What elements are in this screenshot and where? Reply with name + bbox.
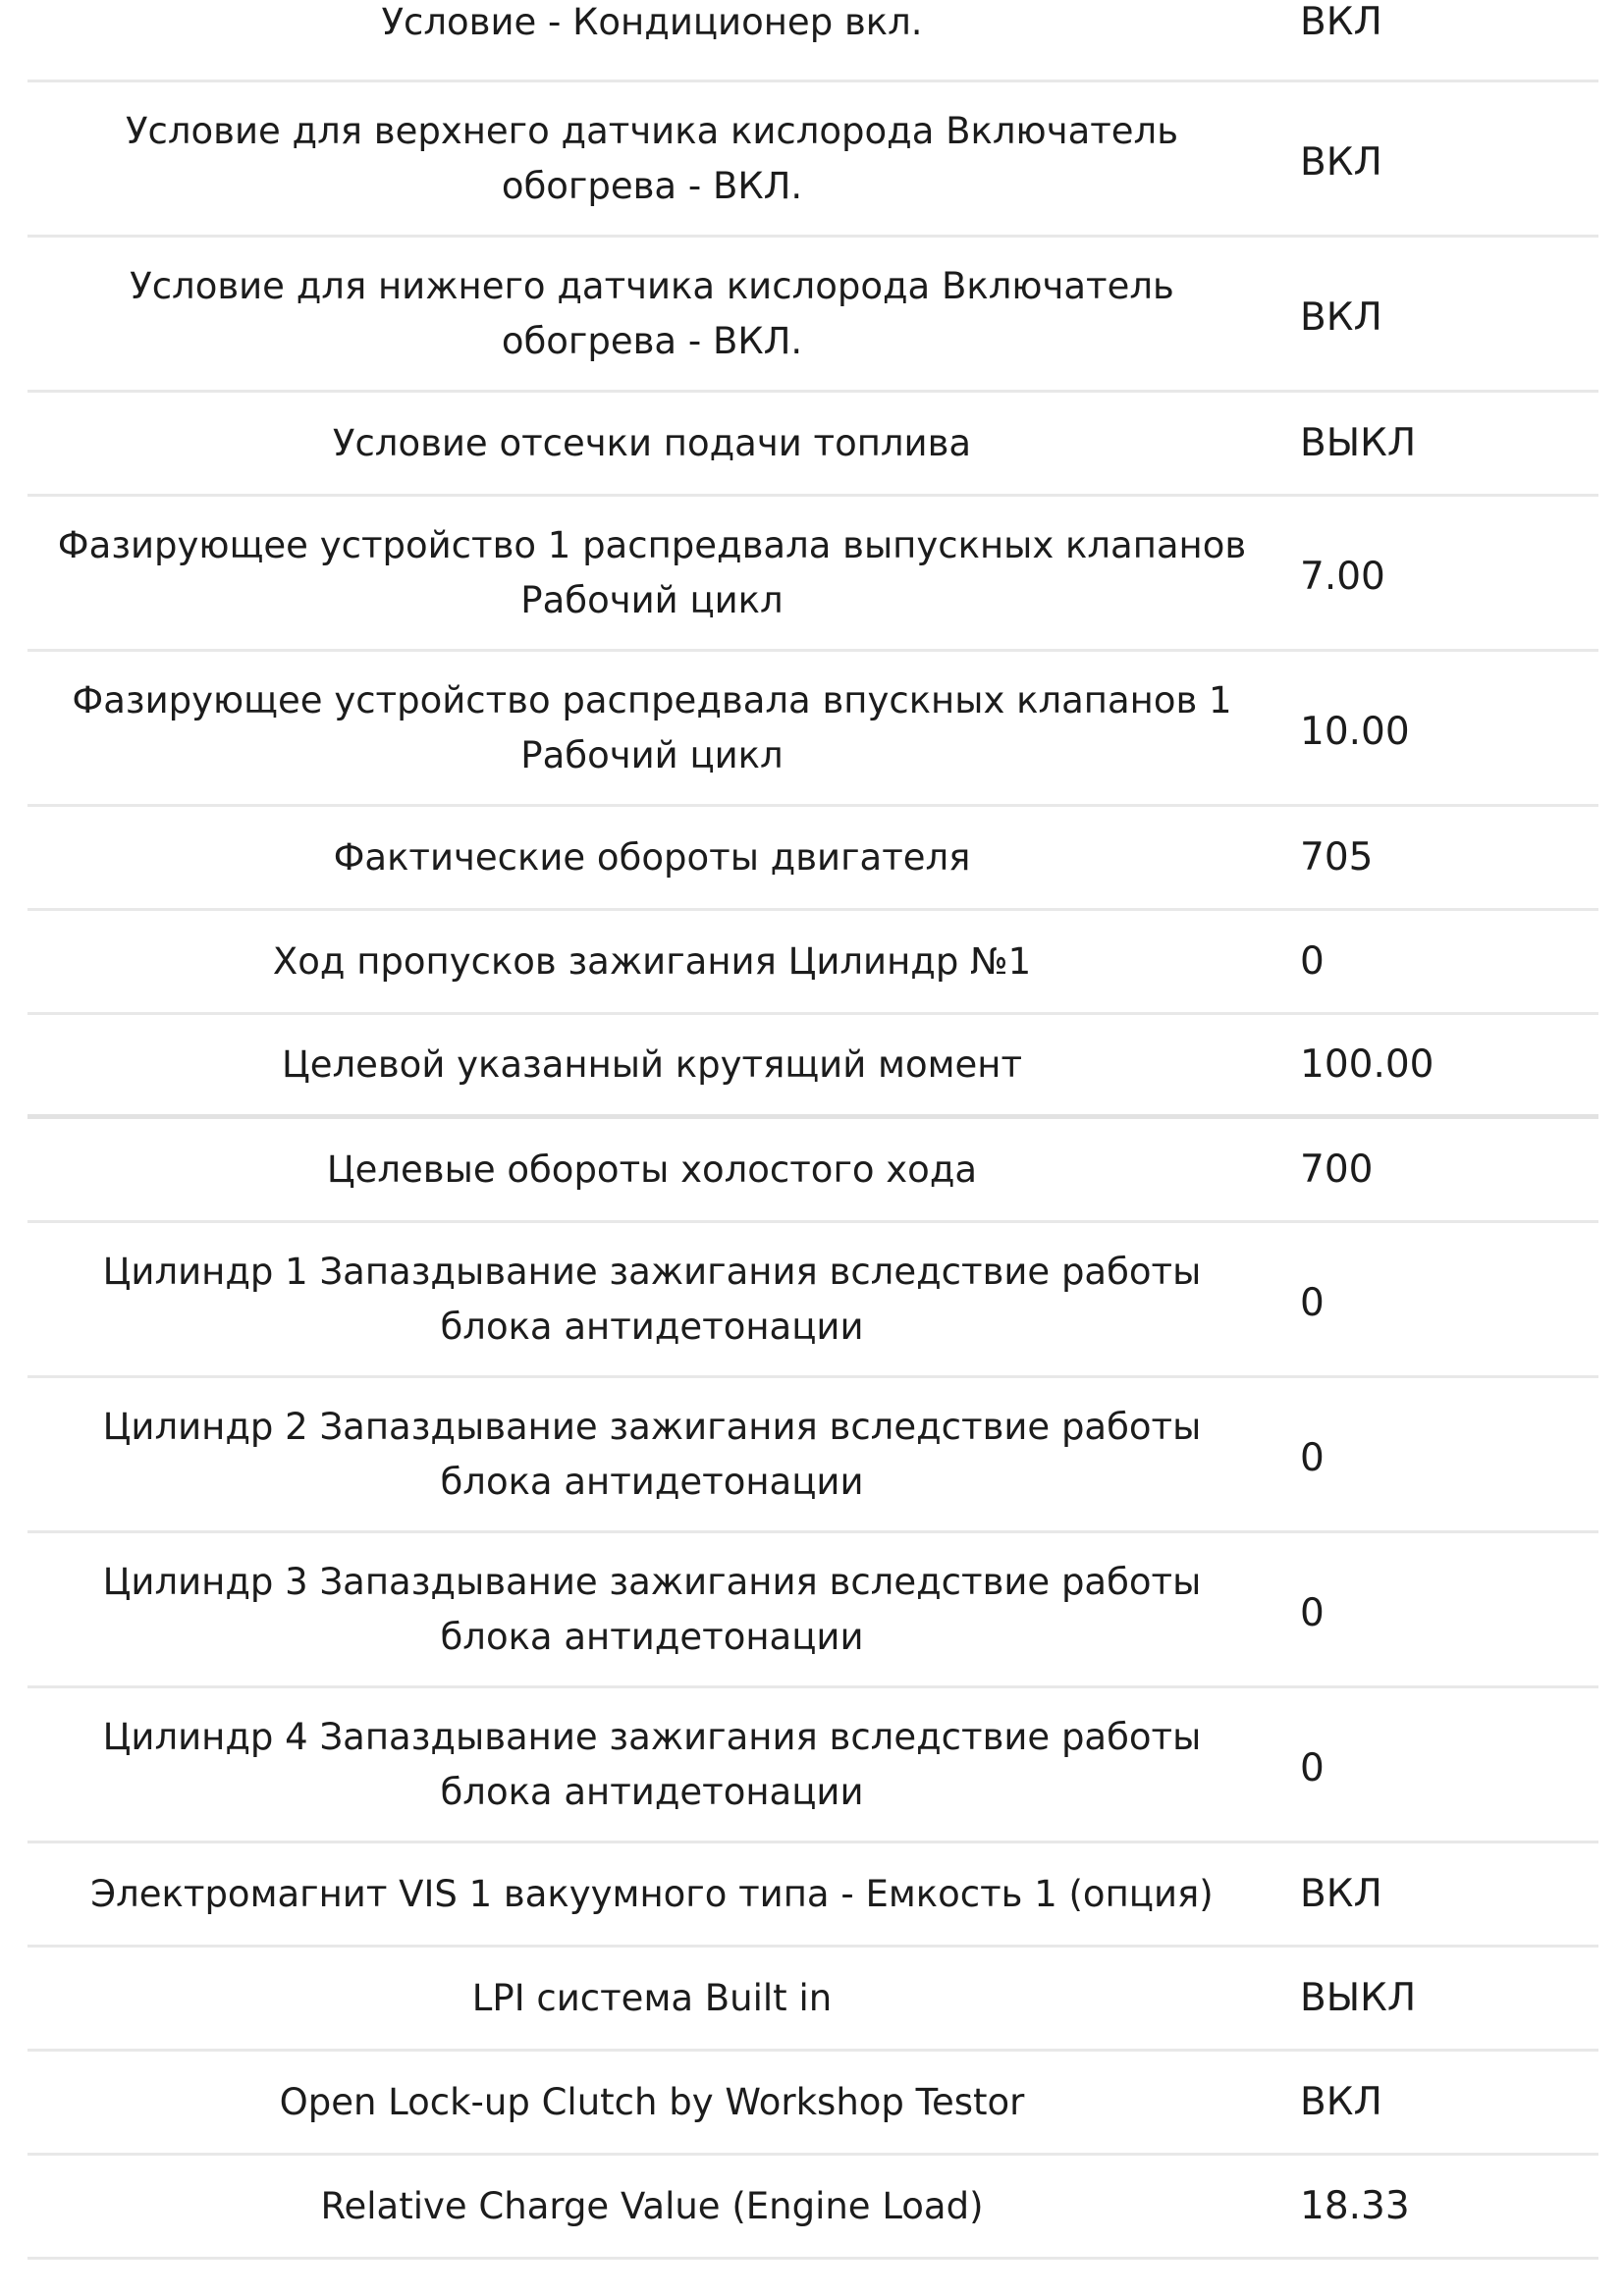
- parameter-value: 0: [1300, 1745, 1325, 1790]
- parameter-value: ВКЛ: [1300, 294, 1382, 340]
- parameter-label: Целевой указанный крутящий момент: [281, 1042, 1023, 1086]
- parameter-value: 705: [1300, 834, 1374, 880]
- parameter-value: 10.00: [1300, 709, 1410, 754]
- parameter-value: 0: [1300, 938, 1325, 984]
- table-row: [27, 393, 1598, 497]
- table-row: [27, 1378, 1598, 1533]
- table-row: [27, 1533, 1598, 1688]
- parameter-label: Цилиндр 3 Запаздывание зажигания вследствие работы блока антидетонации: [102, 1560, 1202, 1658]
- parameter-label: Условие для нижнего датчика кислорода Включатель обогрева - ВКЛ.: [130, 264, 1174, 362]
- parameter-label: Relative Charge Value (Engine Load): [320, 2184, 984, 2227]
- parameter-value: ВЫКЛ: [1300, 1975, 1417, 2020]
- parameter-value: ВКЛ: [1300, 139, 1382, 185]
- table-row: [27, 1948, 1598, 2052]
- parameter-label: Условие для верхнего датчика кислорода Включатель обогрева - ВКЛ.: [125, 109, 1179, 207]
- table-row: [27, 497, 1598, 652]
- parameter-value: ВЫКЛ: [1300, 420, 1417, 465]
- parameter-label: Фактические обороты двигателя: [333, 835, 971, 879]
- parameter-label: Целевые обороты холостого хода: [326, 1148, 978, 1191]
- parameter-label: Open Lock-up Clutch by Workshop Testor: [279, 2080, 1025, 2123]
- parameter-value: 100.00: [1300, 1041, 1434, 1087]
- parameter-label: Цилиндр 2 Запаздывание зажигания вследствие работы блока антидетонации: [102, 1405, 1202, 1503]
- parameter-label: Условие - Кондиционер вкл.: [381, 0, 923, 43]
- table-row: [27, 1843, 1598, 1948]
- parameter-label: Цилиндр 4 Запаздывание зажигания вследствие работы блока антидетонации: [102, 1715, 1202, 1813]
- table-row: [27, 807, 1598, 911]
- parameter-value: 700: [1300, 1147, 1374, 1192]
- parameter-label: Фазирующее устройство распредвала впускных клапанов 1 Рабочий цикл: [72, 678, 1232, 776]
- parameter-label: Электромагнит VIS 1 вакуумного типа - Емкость 1 (опция): [90, 1872, 1214, 1915]
- table-row: [27, 911, 1598, 1015]
- table-row: [27, 652, 1598, 807]
- table-row: [27, 2052, 1598, 2156]
- parameter-label: LPI система Built in: [471, 1976, 833, 2019]
- parameter-value: 18.33: [1300, 2183, 1410, 2228]
- parameter-value: 7.00: [1300, 554, 1385, 599]
- parameter-value: ВКЛ: [1300, 2079, 1382, 2124]
- table-row: [27, 1015, 1598, 1119]
- parameter-label: Условие отсечки подачи топлива: [332, 421, 972, 464]
- parameter-value: ВКЛ: [1300, 0, 1382, 44]
- parameter-label: Фазирующее устройство 1 распредвала выпускных клапанов Рабочий цикл: [57, 523, 1247, 621]
- parameter-value: 0: [1300, 1280, 1325, 1325]
- parameter-value: 0: [1300, 1590, 1325, 1635]
- table-row: [27, 238, 1598, 393]
- parameter-label: Ход пропусков зажигания Цилиндр №1: [272, 939, 1032, 983]
- parameter-label: Цилиндр 1 Запаздывание зажигания вследствие работы блока антидетонации: [102, 1250, 1202, 1348]
- table-row: [27, 82, 1598, 238]
- table-row: [27, 0, 1598, 82]
- parameters-table: [27, 0, 1598, 2260]
- parameter-value: ВКЛ: [1300, 1871, 1382, 1916]
- table-row: [27, 1223, 1598, 1378]
- table-row: [27, 2156, 1598, 2260]
- table-row: [27, 1119, 1598, 1223]
- parameter-value: 0: [1300, 1435, 1325, 1480]
- table-row: [27, 1688, 1598, 1843]
